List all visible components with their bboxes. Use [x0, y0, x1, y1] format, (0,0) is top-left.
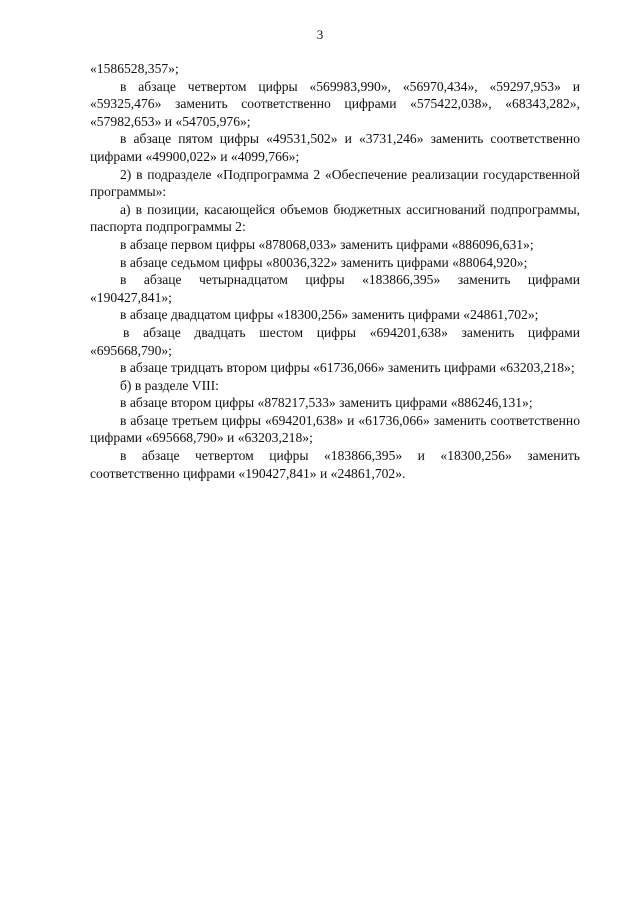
paragraph-item-b: б) в разделе VIII: — [120, 377, 219, 393]
paragraph-section-viii-abzac-2: в абзаце втором цифры «878217,533» заменить цифрами «886246,131»; — [120, 395, 533, 411]
paragraph-abzac-5: в абзаце пятом цифры «49531,502» и «3731,246» заменить соответственно цифрами «49900,022» и «4099,766»; — [90, 131, 580, 164]
page-number: 3 — [316, 27, 324, 42]
document-body — [90, 60, 580, 482]
paragraph-section-viii-abzac-3: в абзаце третьем цифры «694201,638» и «61736,066» заменить соответственно цифрами «695668,790» и «63203,218»; — [90, 412, 580, 446]
paragraph-abzac-1: в абзаце первом цифры «878068,033» заменить цифрами «886096,631»; — [120, 236, 534, 252]
paragraph-section-viii-abzac-4: в абзаце четвертом цифры «183866,395» и «18300,256» заменить соответственно цифрами «190427,841» и «24861,702». — [90, 448, 580, 481]
paragraph-abzac-7: в абзаце седьмом цифры «80036,322» заменить цифрами «88064,920»; — [120, 254, 528, 270]
paragraph-abzac-20: в абзаце двадцатом цифры «18300,256» заменить цифрами «24861,702»; — [120, 307, 539, 323]
paragraph-abzac-14: в абзаце четырнадцатом цифры «183866,395» заменить цифрами «190427,841»; — [90, 272, 580, 305]
paragraph-abzac-4: в абзаце четвертом цифры «569983,990», «56970,434», «59297,953» и «59325,476» заменить соответственно цифрами «575422,038», «68343,282», «57982,653» и «54705,976»; — [90, 78, 580, 129]
paragraph-item-2: 2) в подразделе «Подпрограмма 2 «Обеспечение реализации государственной программы»: — [90, 166, 580, 200]
paragraph-abzac-26: в абзаце двадцать шестом цифры «694201,638» заменить цифрами «695668,790»; — [90, 324, 580, 358]
paragraph-item-a: а) в позиции, касающейся объемов бюджетных ассигнований подпрограммы, паспорта подпрограммы 2: — [90, 201, 580, 235]
paragraph-continuation: «1586528,357»; — [90, 61, 179, 76]
paragraph-abzac-32: в абзаце тридцать втором цифры «61736,066» заменить цифрами «63203,218»; — [120, 360, 575, 376]
